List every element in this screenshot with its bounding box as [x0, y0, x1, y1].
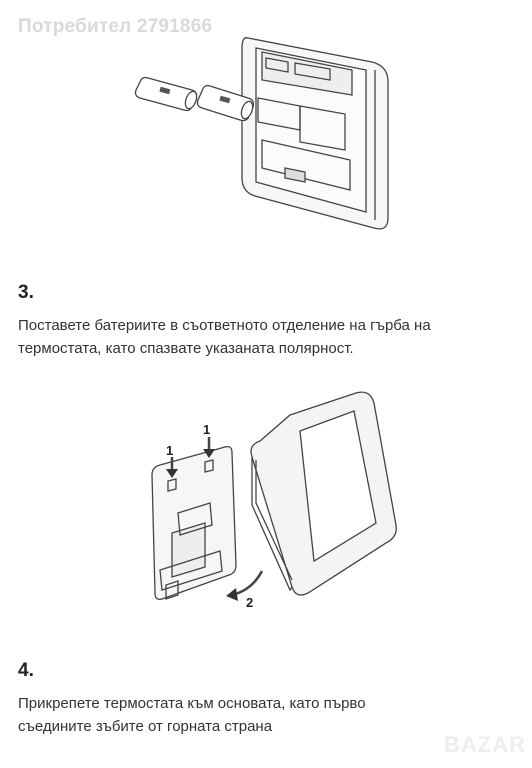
step-3-number: 3.: [18, 282, 34, 303]
curved-arrow-icon: [226, 571, 262, 601]
step-3-text: [18, 314, 518, 360]
arrow-label: 2: [246, 595, 254, 610]
battery-icon: [136, 78, 199, 111]
user-watermark: Потребител 2791866: [18, 16, 213, 37]
step-4-number: 4.: [18, 660, 34, 681]
mount-thermostat-illustration: [0, 385, 532, 635]
step-4-text-line: съедините зъбите от горната страна: [18, 718, 273, 735]
battery-insert-illustration: [0, 0, 532, 250]
step-4-text-line: Прикрепете термостата към основата, като първо: [18, 695, 366, 712]
step-3-text-line: Поставете батериите в съответното отделение на гърба на: [18, 317, 431, 334]
step-3-text-line: термостата, като спазвате указаната полярност.: [18, 340, 354, 357]
bazar-logo: BAZAR: [444, 732, 526, 757]
arrow-label: 1: [166, 443, 174, 458]
arrow-label: 1: [203, 422, 211, 437]
step-4-text: [18, 692, 518, 738]
